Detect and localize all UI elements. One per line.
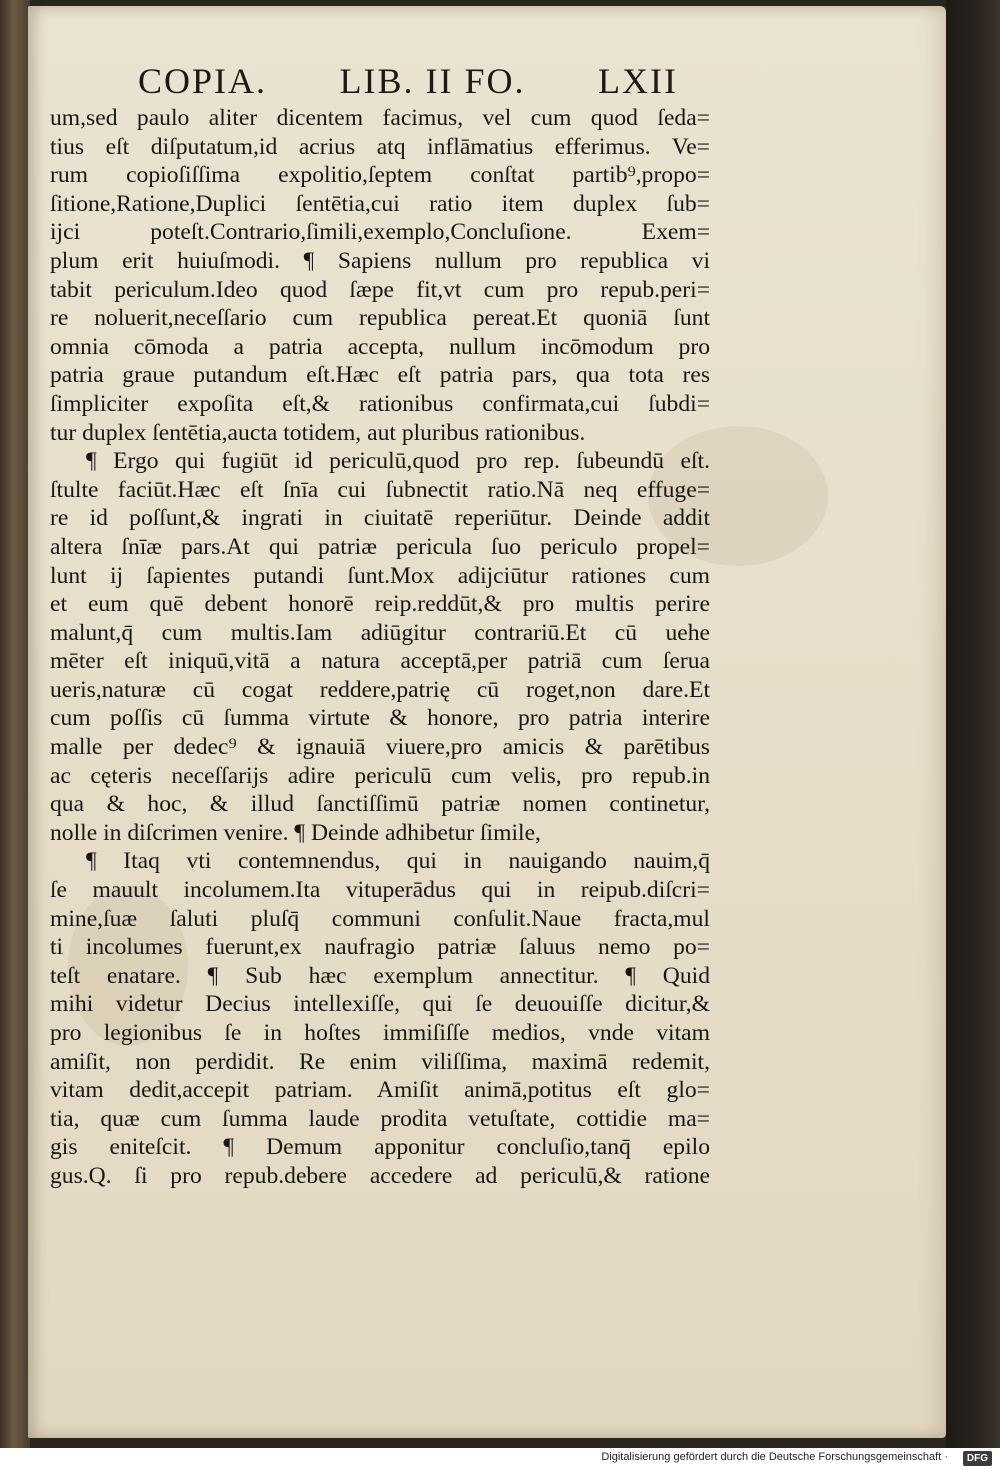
text-line: pro legionibus ſe in hoſtes immiſiſſe medios, vnde vitam <box>50 1020 710 1046</box>
text-line: mihi videtur Decius intellexiſſe, qui ſe deuouiſſe dicitur,& <box>50 991 710 1018</box>
text-line: patria graue putandum eſt.Hæc eſt patria pars, qua tota res <box>50 362 710 389</box>
text-line: mēter eſt iniquū,vitā a natura acceptā,per patriā cum ſerua <box>50 648 710 675</box>
text-line: malle per dedec⁹ & ignauiā viuere,pro amicis & parētibus <box>50 734 710 761</box>
running-head <box>138 60 678 102</box>
text-line: amiſit, non perdidit. Re enim viliſſima, maximā redemit, <box>50 1048 710 1075</box>
running-head-center: LIB. II FO. <box>339 61 526 101</box>
text-line: et eum quē debent honorē reip.reddūt,& pro multis perire <box>50 591 710 618</box>
text-line: nolle in diſcrimen venire. ¶ Deinde adhibetur ſimile, <box>50 819 541 846</box>
page-shadow <box>946 0 1000 1448</box>
text-line: mine,ſuæ ſaluti pluſq̄ communi conſulit.Naue fracta,mul <box>50 905 710 932</box>
text-line: re id poſſunt,& ingrati in ciuitatē reperiūtur. Deinde addit <box>50 505 710 532</box>
text-line: qua & hoc, & illud ſanctiſſimū patriæ nomen continetur, <box>50 791 710 818</box>
text-line: ſe mauult incolumem.Ita vituperādus qui in reipub.diſcri= <box>50 877 710 904</box>
text-line: ti incolumes fuerunt,ex naufragio patriæ ſaluus nemo po= <box>50 934 710 961</box>
text-line: ueris,naturæ cū cogat reddere,patrię cū roget,non dare.Et <box>50 676 710 703</box>
text-line: malunt,q̄ cum multis.Iam adiūgitur contrariū.Et cū uehe <box>50 619 710 646</box>
text-line: vitam dedit,accepit patriam. Amiſit animā,potitus eſt glo= <box>50 1077 710 1104</box>
text-line: ¶ Ergo qui fugiūt id periculū,quod pro rep. ſubeundū eſt. <box>86 448 710 475</box>
text-line: tur duplex ſentētia,aucta totidem, aut pluribus rationibus. <box>50 419 586 446</box>
text-line: lunt ij ſapientes putandi ſunt.Mox adijciūtur rationes cum <box>50 562 710 589</box>
text-line: plum erit huiuſmodi. ¶ Sapiens nullum pro republica vi <box>50 247 710 274</box>
text-line: cum poſſis cū ſumma virtute & honore, pro patria interire <box>50 705 710 732</box>
running-head-left: COPIA. <box>138 61 268 101</box>
text-line: ſimpliciter expoſita eſt,& rationibus confirmata,cui ſubdi= <box>50 390 710 417</box>
text-line: gus.Q. ſi pro repub.debere accedere ad periculū,& ratione <box>50 1162 710 1189</box>
text-line: altera ſnīæ pars.At qui patriæ pericula ſuo periculo propel= <box>50 533 710 560</box>
text-line: ijci poteſt.Contrario,ſimili,exemplo,Concluſione. Exem= <box>50 219 710 246</box>
text-line: tius eſt diſputatum,id acrius atq inflāmatius efferimus. Ve= <box>50 133 710 160</box>
text-line: omnia cōmoda a patria accepta, nullum incōmodum pro <box>50 333 710 360</box>
text-line: gis eniteſcit. ¶ Demum apponitur concluſio,tanq̄ epilo <box>50 1134 710 1161</box>
text-block <box>50 104 710 1191</box>
text-line: ac cęteris neceſſarijs adire periculū cum velis, pro repub.in <box>50 762 710 789</box>
text-line: tia, quæ cum ſumma laude prodita vetuſtate, cottidie ma= <box>50 1105 710 1132</box>
text-line: ¶ Itaq vti contemnendus, qui in nauigando nauim,q̄ <box>86 848 710 875</box>
text-line: rum copioſiſſima expolitio,ſeptem conſtat partib⁹,propo= <box>50 162 710 189</box>
running-head-right: LXII <box>598 61 678 101</box>
text-line: re noluerit,neceſſario cum republica pereat.Et quoniā ſunt <box>50 305 710 332</box>
text-line: um,sed paulo aliter dicentem facimus, vel cum quod ſeda= <box>50 105 710 131</box>
text-line: teſt enatare. ¶ Sub hæc exemplum annectitur. ¶ Quid <box>50 962 710 989</box>
footer <box>0 1448 1000 1470</box>
dfg-logo: DFG <box>963 1451 992 1466</box>
text-line: tabit periculum.Ideo quod ſæpe fit,vt cum pro repub.peri= <box>50 276 710 303</box>
text-line: ſitione,Ratione,Duplici ſentētia,cui ratio item duplex ſub= <box>50 190 710 217</box>
binding-edge <box>0 0 30 1448</box>
footer-credit: Digitalisierung gefördert durch die Deutsche Forschungsgemeinschaft · <box>601 1451 948 1463</box>
text-line: ſtulte faciūt.Hæc eſt ſnīa cui ſubnectit ratio.Nā neq effuge= <box>50 476 710 503</box>
